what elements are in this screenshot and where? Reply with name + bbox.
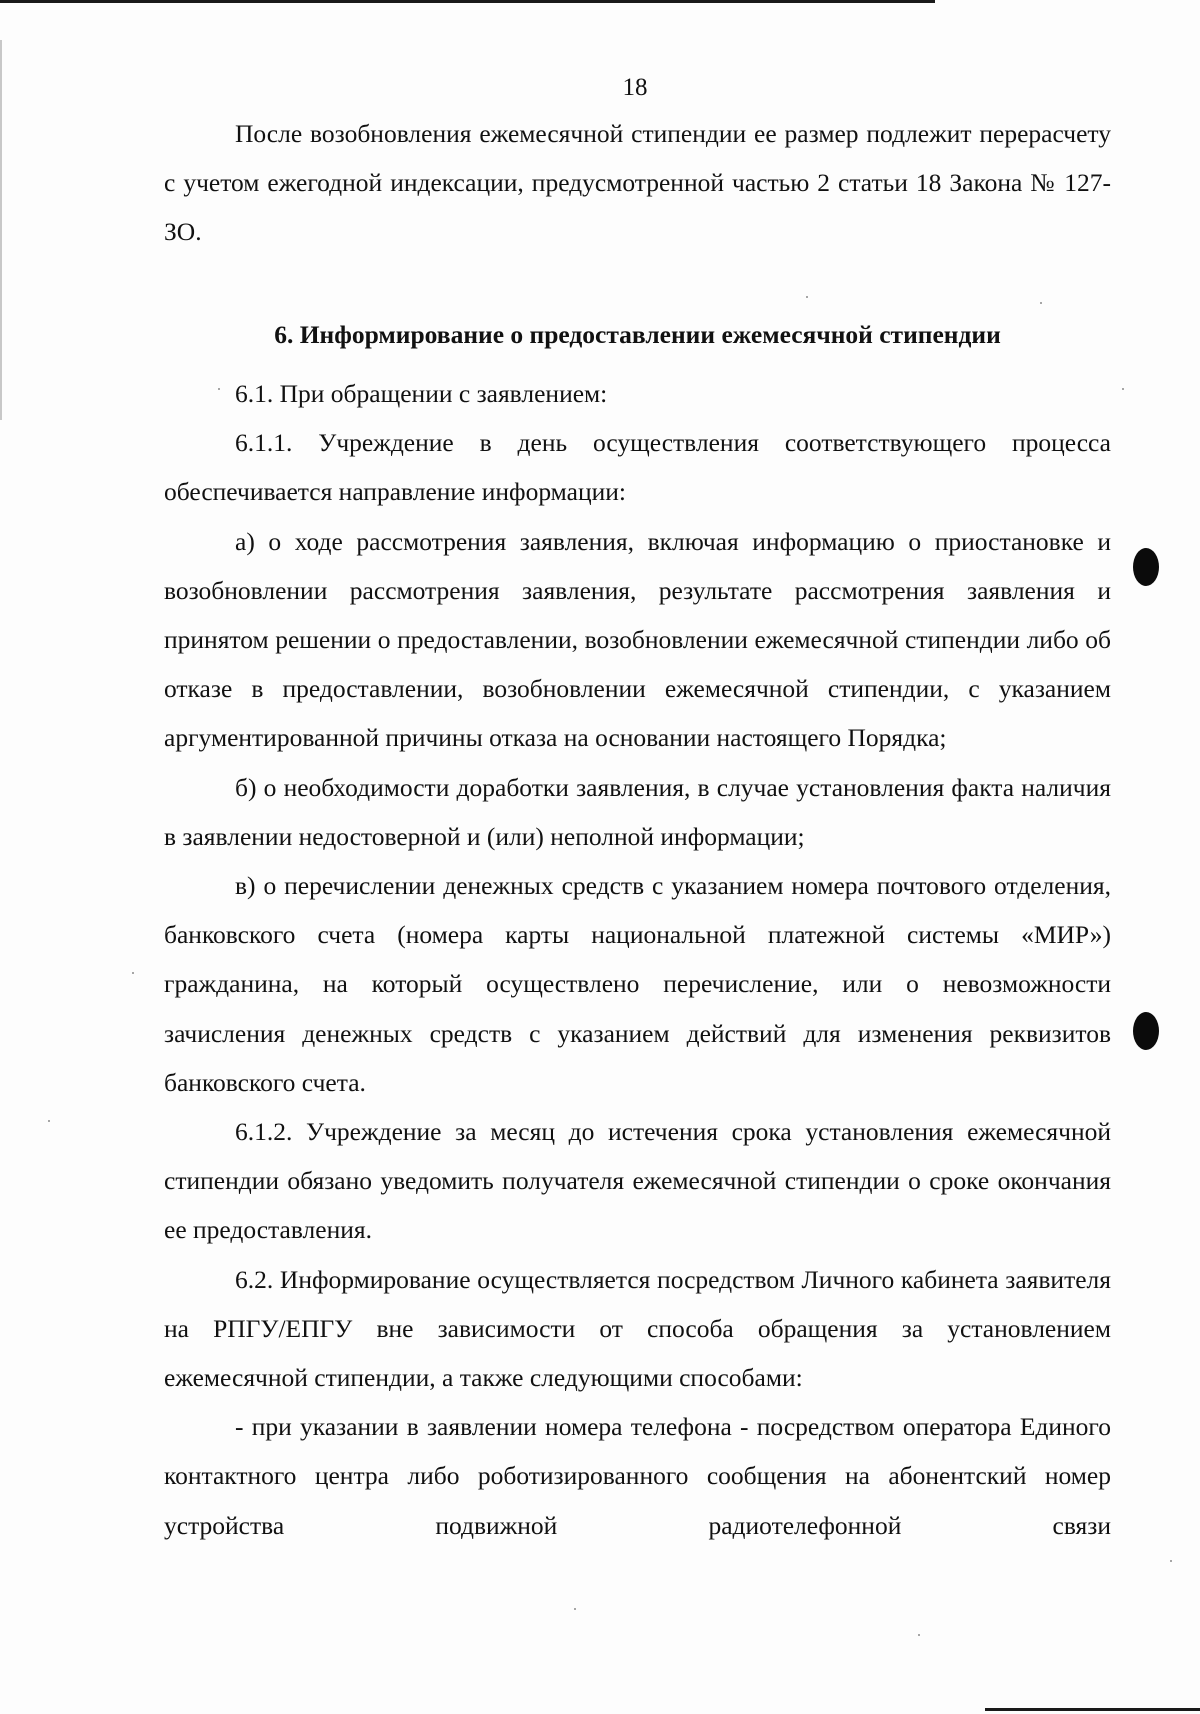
page-number: 18 <box>622 74 648 101</box>
scan-speck <box>132 972 134 974</box>
scan-speck <box>918 1634 920 1636</box>
text-block-main <box>164 369 1111 1550</box>
top-scan-border <box>0 0 935 3</box>
scan-speck <box>1170 1560 1172 1562</box>
paragraph-phone-method: - при указании в заявлении номера телефона - посредством оператора Единого контактного центра либо роботизированного сообщения на абонентский номер устройства подвижной радиотелефонной связи <box>164 1412 1111 1540</box>
paragraph-item-a: а) о ходе рассмотрения заявления, включая информацию о приостановке и возобновлении рассмотрения заявления, результате рассмотрения заявления и принятом решении о предоставлении, возобновлении ежемесячной стипендии либо об отказе в предоставлении, возобновлении ежемесячной стипендии, с указанием аргументированной причины отказа на основании настоящего Порядка; <box>164 526 1111 753</box>
paragraph-resumption: После возобновления ежемесячной стипендии ее размер подлежит перерасчету с учетом ежегодной индексации, предусмотренной частью 2 статьи 18 Закона № 127-ЗО. <box>164 119 1111 247</box>
bottom-scan-line <box>985 1708 1200 1711</box>
punch-hole-lower <box>1133 1012 1159 1050</box>
scan-speck <box>1040 302 1042 304</box>
paragraph-item-v: в) о перечислении денежных средств с указанием номера почтового отделения, банковского счета (номера карты национальной платежной системы «МИР») гражданина, на который осуществлено перечисление, или о невозможности зачисления денежных средств с указанием действий для изменения реквизитов банковского счета. <box>164 871 1111 1097</box>
punch-hole-upper <box>1133 548 1159 586</box>
heading-block <box>164 310 1111 359</box>
scan-speck <box>218 388 220 390</box>
scan-speck <box>806 296 808 298</box>
paragraph-item-b: б) о необходимости доработки заявления, в случае установления факта наличия в заявлении недостоверной и (или) неполной информации; <box>164 772 1111 851</box>
scan-speck <box>1122 388 1124 390</box>
text-block-top <box>164 109 1111 257</box>
section-heading: 6. Информирование о предоставлении ежемесячной стипендии <box>274 320 1001 349</box>
paragraph-6-1-2: 6.1.2. Учреждение за месяц до истечения срока установления ежемесячной стипендии обязано уведомить получателя ежемесячной стипендии о сроке окончания ее предоставления. <box>164 1117 1111 1245</box>
paragraph-6-2: 6.2. Информирование осуществляется посредством Личного кабинета заявителя на РПГУ/ЕПГУ вне зависимости от способа обращения за установлением ежемесячной стипендии, а также следующими способами: <box>164 1264 1111 1393</box>
scan-speck <box>574 1608 576 1610</box>
paragraph-6-1: 6.1. При обращении с заявлением: <box>235 379 608 408</box>
paragraph-6-1-1: 6.1.1. Учреждение в день осуществления соответствующего процесса обеспечивается направление информации: <box>164 428 1111 507</box>
scan-speck <box>48 1120 50 1122</box>
